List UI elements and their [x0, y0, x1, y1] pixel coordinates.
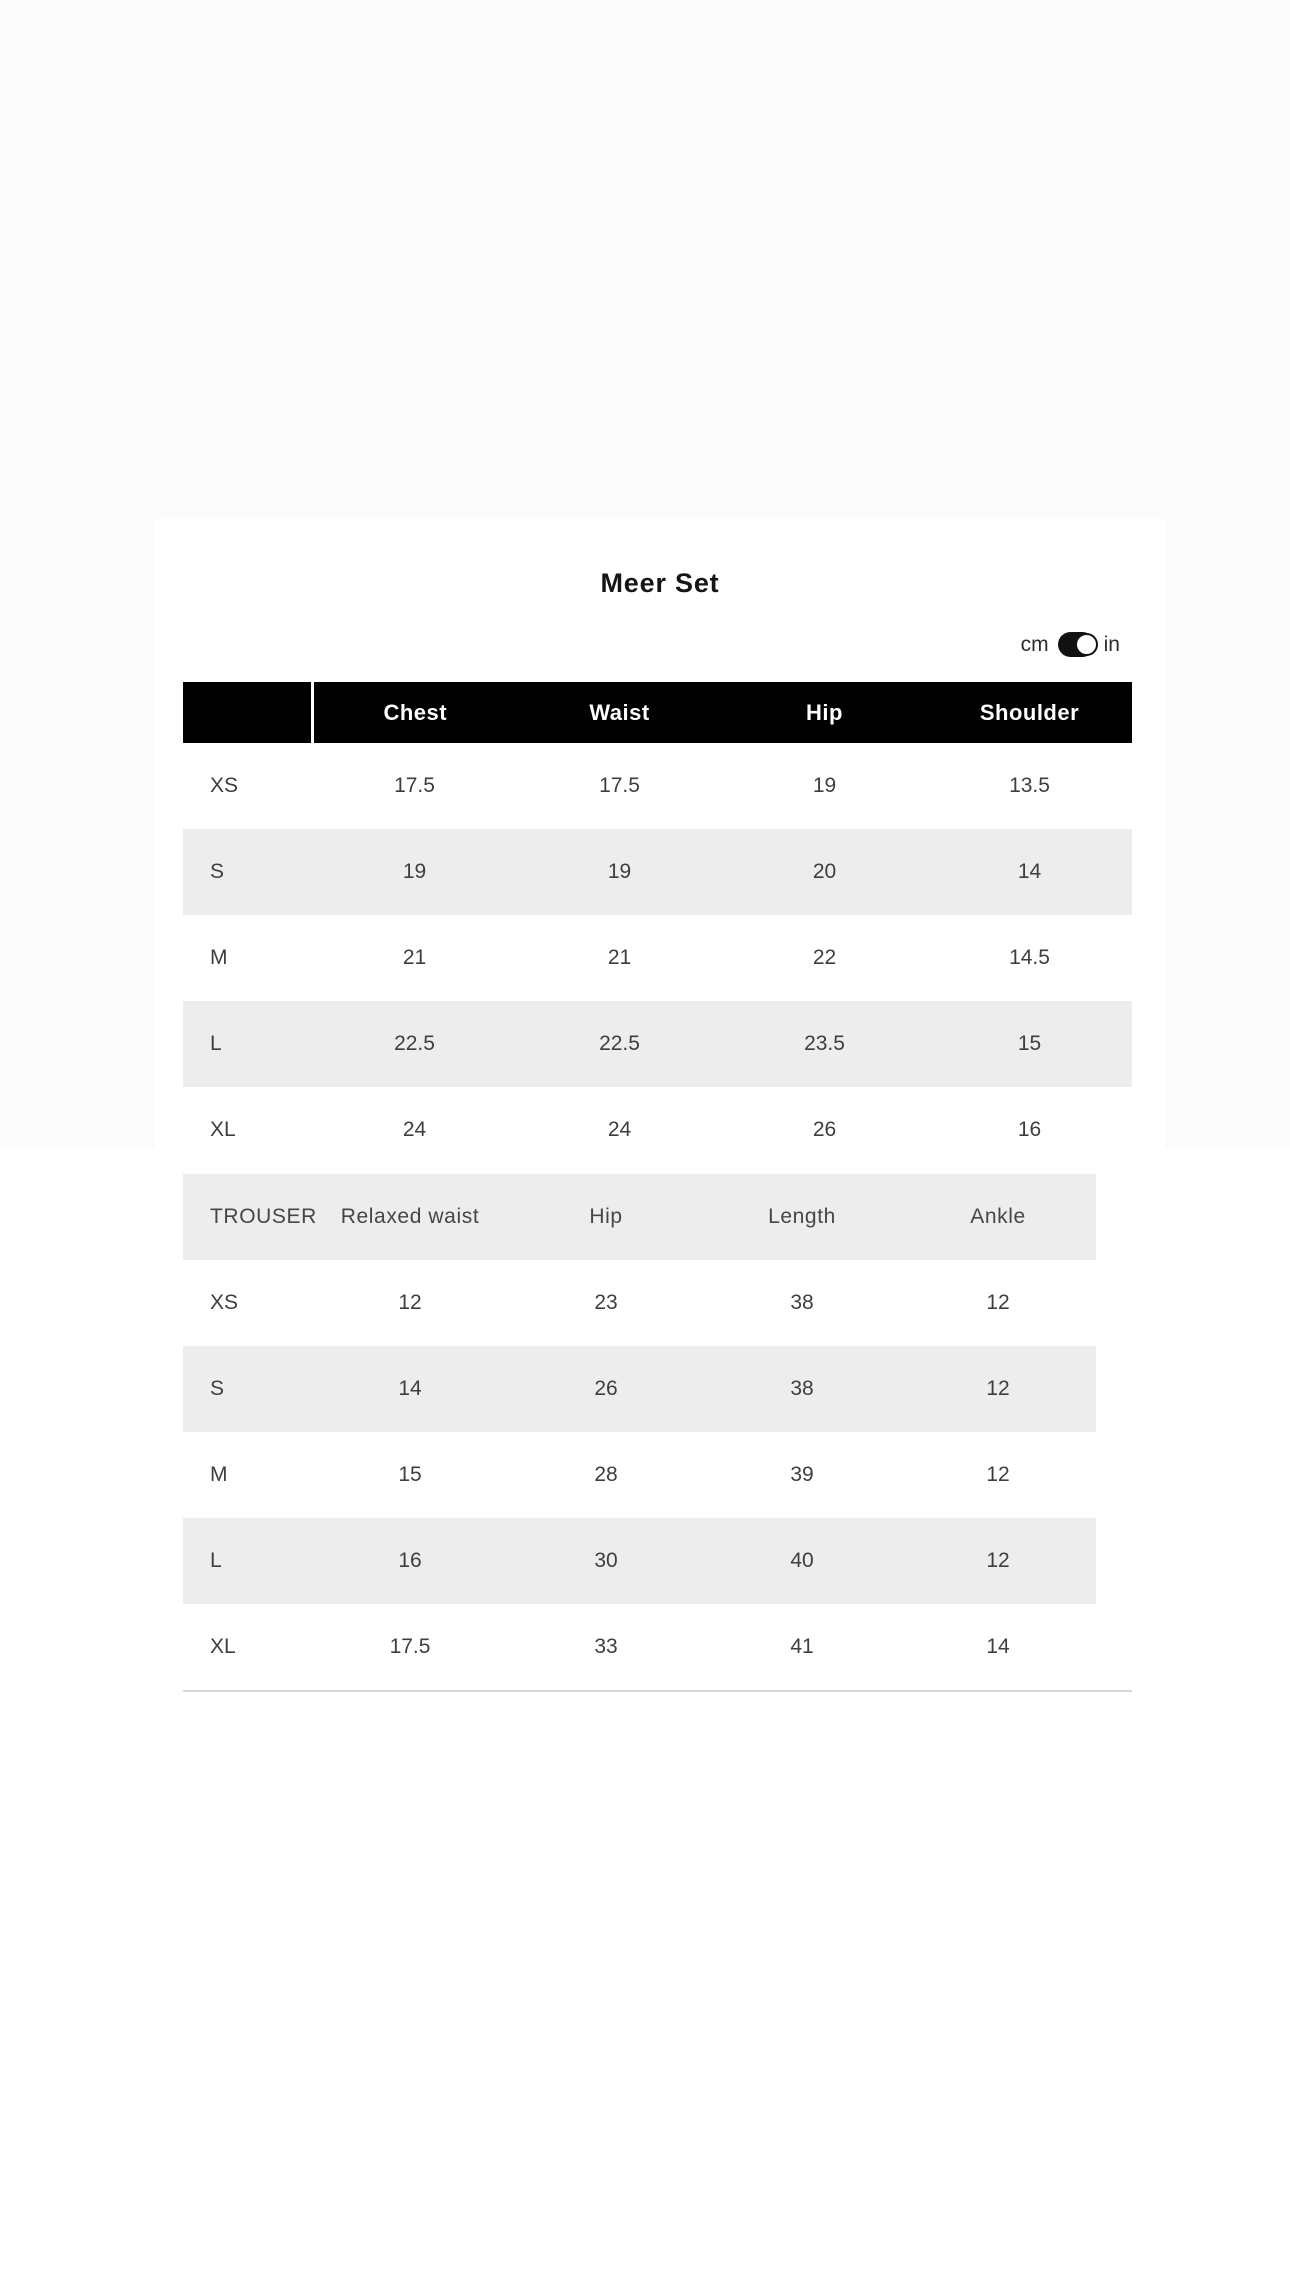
- size-cell: L: [210, 1549, 222, 1572]
- in-unit-label[interactable]: in: [1103, 633, 1120, 656]
- header-cell-shoulder: Shoulder: [927, 682, 1132, 743]
- header-cell-waist: Waist: [517, 682, 722, 743]
- header-cell-chest: Chest: [312, 682, 517, 743]
- value-cell: 39: [790, 1463, 814, 1486]
- value-cell: 19: [607, 860, 632, 883]
- value-cell: 13.5: [1009, 774, 1050, 797]
- size-cell: XL: [210, 1118, 236, 1141]
- size-cell: XS: [210, 1291, 239, 1314]
- value-cell: 33: [594, 1635, 618, 1658]
- table-row: [183, 915, 1132, 1001]
- value-cell: 22.5: [394, 1032, 435, 1055]
- value-cell: 23: [594, 1291, 618, 1314]
- value-cell: 20: [812, 860, 837, 883]
- value-cell: 17.5: [394, 774, 435, 797]
- value-cell: 21: [607, 946, 632, 969]
- toggle-knob-icon: [1075, 633, 1098, 656]
- header-cell-length: Length: [768, 1205, 836, 1228]
- page-title: Meer Set: [600, 568, 720, 598]
- trouser-size-table: [183, 1174, 1096, 1690]
- value-cell: 30: [594, 1549, 618, 1572]
- value-cell: 19: [812, 774, 837, 797]
- value-cell: 24: [607, 1118, 632, 1141]
- value-cell: 16: [1017, 1118, 1042, 1141]
- cm-unit-label[interactable]: cm: [1020, 633, 1049, 656]
- value-cell: 17.5: [389, 1635, 431, 1658]
- value-cell: 38: [790, 1377, 814, 1400]
- value-cell: 12: [986, 1377, 1010, 1400]
- unit-toggle-row: [155, 632, 1165, 657]
- value-cell: 12: [986, 1549, 1010, 1572]
- table-row: [183, 1346, 1096, 1432]
- size-guide-modal: [155, 519, 1165, 2293]
- header-cell-trouser-hip: Hip: [589, 1205, 623, 1228]
- value-cell: 41: [790, 1635, 814, 1658]
- header-cell-trouser: TROUSER: [210, 1205, 317, 1228]
- header-cell-hip: Hip: [722, 682, 927, 743]
- size-cell: L: [210, 1032, 222, 1055]
- value-cell: 12: [398, 1291, 422, 1314]
- table-row: [183, 1604, 1096, 1690]
- value-cell: 14.5: [1009, 946, 1050, 969]
- size-cell: S: [210, 1377, 225, 1400]
- table-row: [183, 1260, 1096, 1346]
- value-cell: 24: [402, 1118, 427, 1141]
- value-cell: 40: [790, 1549, 814, 1572]
- table-row: [183, 1001, 1132, 1087]
- value-cell: 12: [986, 1463, 1010, 1486]
- value-cell: 38: [790, 1291, 814, 1314]
- header-cell-size: [183, 682, 312, 743]
- size-cell: XS: [210, 774, 239, 797]
- table-row: [183, 743, 1132, 829]
- value-cell: 26: [812, 1118, 837, 1141]
- value-cell: 14: [1017, 860, 1042, 883]
- value-cell: 22: [812, 946, 837, 969]
- table-row: [183, 1087, 1132, 1173]
- value-cell: 21: [402, 946, 427, 969]
- table-row: [183, 1518, 1096, 1604]
- value-cell: 14: [398, 1377, 422, 1400]
- trouser-header-row: [183, 1174, 1096, 1260]
- value-cell: 17.5: [599, 774, 640, 797]
- unit-toggle-switch[interactable]: [1058, 632, 1095, 657]
- value-cell: 22.5: [599, 1032, 640, 1055]
- value-cell: 12: [986, 1291, 1010, 1314]
- value-cell: 19: [402, 860, 427, 883]
- value-cell: 16: [398, 1549, 422, 1572]
- size-cell: S: [210, 860, 225, 883]
- size-cell: XL: [210, 1635, 236, 1658]
- value-cell: 15: [1017, 1032, 1042, 1055]
- value-cell: 28: [594, 1463, 618, 1486]
- size-cell: M: [210, 1463, 228, 1486]
- size-cell: M: [210, 946, 228, 969]
- value-cell: 23.5: [804, 1032, 845, 1055]
- bottom-divider: [183, 1690, 1132, 1692]
- shirt-header-row: [183, 682, 1132, 743]
- table-row: [183, 1432, 1096, 1518]
- header-cell-relaxed-waist: Relaxed waist: [340, 1205, 480, 1228]
- shirt-size-table: [183, 682, 1132, 1173]
- value-cell: 14: [986, 1635, 1010, 1658]
- value-cell: 15: [398, 1463, 422, 1486]
- table-row: [183, 829, 1132, 915]
- header-cell-ankle: Ankle: [970, 1205, 1026, 1228]
- value-cell: 26: [594, 1377, 618, 1400]
